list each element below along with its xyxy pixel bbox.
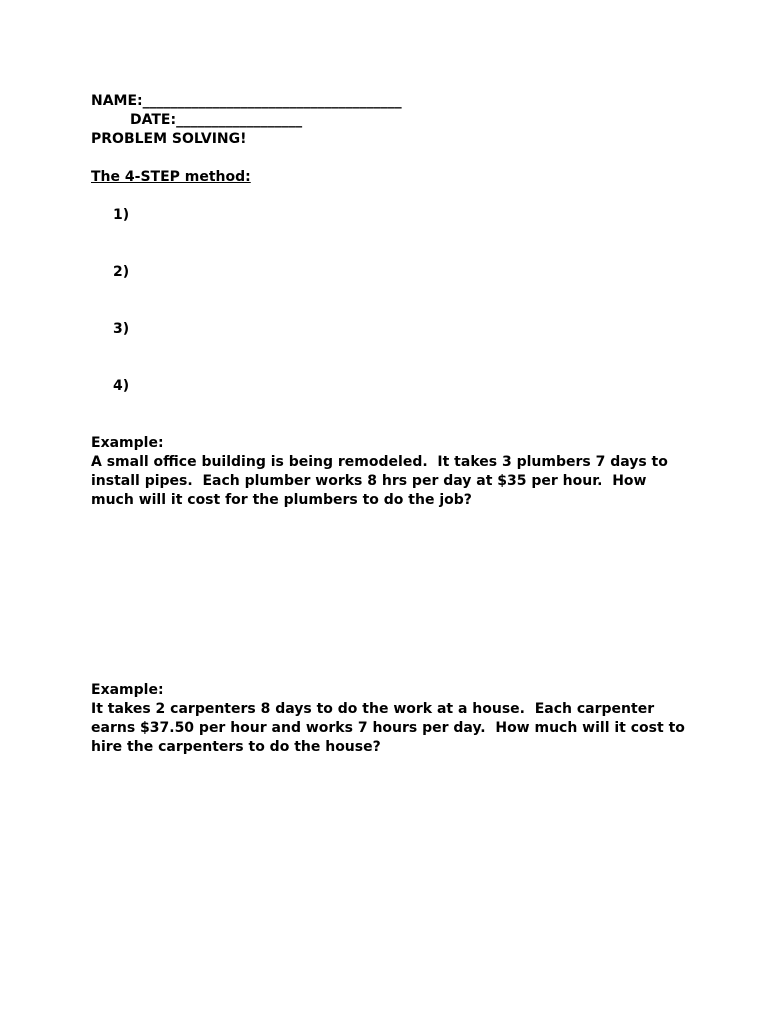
step-2-label: 2) [113,264,130,280]
example-2 [91,681,691,757]
worksheet-title: PROBLEM SOLVING! [91,131,247,147]
step-1-label: 1) [113,207,130,223]
step-3-label: 3) [113,321,130,337]
name-field-line: NAME:_____________________________________ [91,93,402,109]
example-2-text-line: earns $37.50 per hour and works 7 hours per day. How much will it cost to [91,720,685,736]
method-heading: The 4-STEP method: [91,169,251,185]
example-2-label: Example: [91,682,164,698]
example-1-text-line: install pipes. Each plumber works 8 hrs per day at $35 per hour. How [91,473,647,489]
example-1 [91,434,691,510]
example-1-text-line: A small office building is being remodeled. It takes 3 plumbers 7 days to [91,454,668,470]
example-2-text-line: It takes 2 carpenters 8 days to do the work at a house. Each carpenter [91,701,655,717]
example-1-label: Example: [91,435,164,451]
example-2-text-line: hire the carpenters to do the house? [91,739,381,755]
date-field-line: DATE:__________________ [91,112,303,128]
example-1-text-line: much will it cost for the plumbers to do the job? [91,492,472,508]
step-4-label: 4) [113,378,130,394]
